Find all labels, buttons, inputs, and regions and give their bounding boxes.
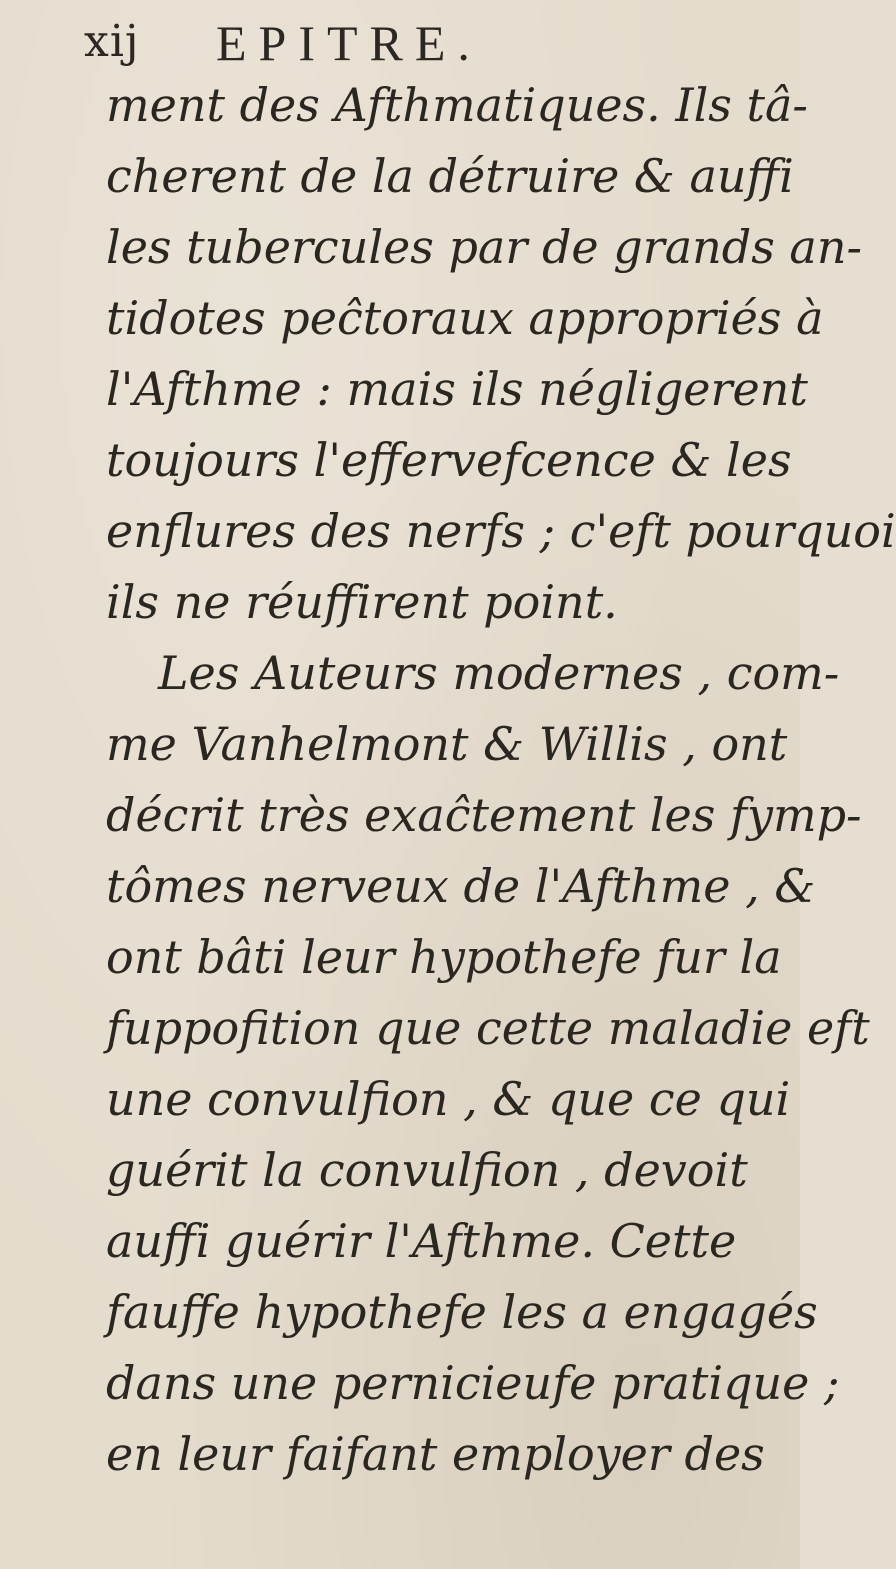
text-line: décrit très exaĉtement les fymp-: [106, 788, 862, 842]
running-title: EPITRE.: [216, 15, 482, 71]
text-line: toujours l'effervefcence & les: [106, 433, 792, 487]
text-line: une convulfion , & que ce qui: [106, 1072, 791, 1126]
page-number: xij: [84, 16, 140, 67]
text-line: tômes nerveux de l'Afthme , &: [106, 859, 816, 913]
text-line: les tubercules par de grands an-: [106, 220, 863, 274]
text-line: l'Afthme : mais ils négligerent: [106, 362, 808, 416]
paragraph-start-line: Les Auteurs modernes , com-: [158, 646, 840, 700]
text-line: cherent de la détruire & auffi: [106, 149, 794, 203]
text-line: fuppofition que cette maladie eft: [106, 1001, 870, 1055]
text-line: fauffe hypothefe les a engagés: [106, 1285, 818, 1339]
page-header: [84, 14, 684, 74]
text-line: me Vanhelmont & Willis , ont: [106, 717, 788, 771]
body-text: [106, 70, 896, 1490]
text-line: auffi guérir l'Afthme. Cette: [106, 1214, 737, 1268]
text-line: ment des Afthmatiques. Ils tâ-: [106, 78, 808, 132]
text-line: guérit la convulfion , devoit: [106, 1143, 748, 1197]
text-line: ont bâti leur hypothefe fur la: [106, 930, 782, 984]
text-line: tidotes peĉtoraux appropriés à: [106, 291, 824, 345]
text-line: dans une pernicieufe pratique ;: [106, 1356, 840, 1410]
text-line: en leur faifant employer des: [106, 1427, 765, 1481]
text-line: enflures des nerfs ; c'eft pourquoi: [106, 504, 896, 558]
text-line: ils ne réuffirent point.: [106, 575, 618, 629]
